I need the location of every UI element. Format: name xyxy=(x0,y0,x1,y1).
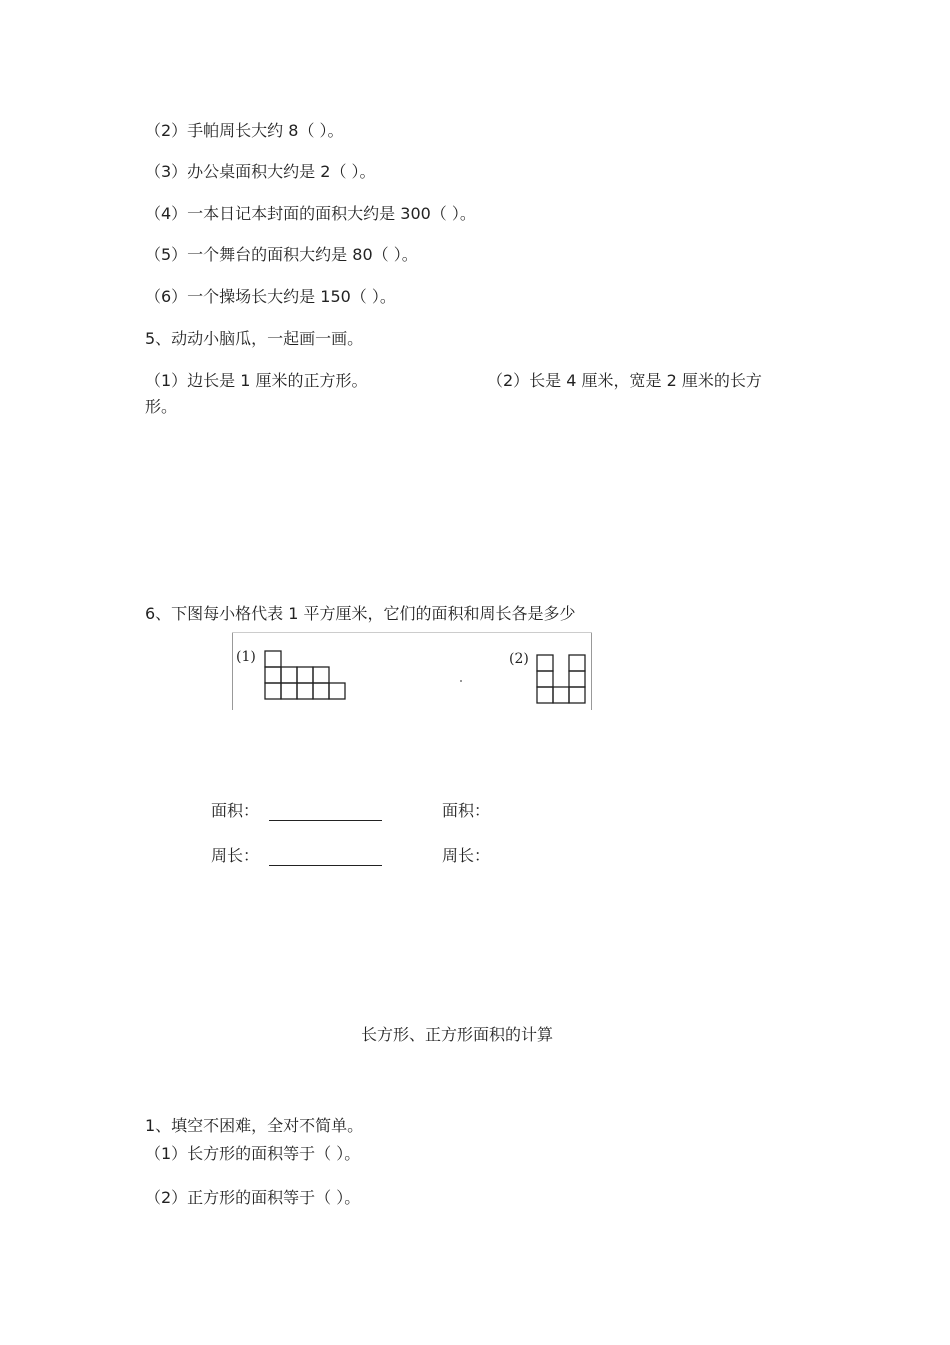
stray-dot xyxy=(460,680,462,682)
figure-border-top xyxy=(232,632,592,633)
draw-item-2-wrap: 形。 xyxy=(145,397,178,416)
perimeter-answer-line-1[interactable] xyxy=(269,865,382,866)
figure-1-label: (1) xyxy=(236,649,256,665)
fill-item-5: （5）一个舞台的面积大约是 80（ ）。 xyxy=(145,245,418,264)
fill-item-3: （3）办公桌面积大约是 2（ ）。 xyxy=(145,162,376,181)
figure-border-left xyxy=(232,632,233,710)
perimeter-label-1: 周长： xyxy=(211,846,260,865)
perimeter-label-2: 周长： xyxy=(442,846,491,865)
figure-border-right xyxy=(591,632,592,710)
fill-item-square-area: （2）正方形的面积等于（ ）。 xyxy=(145,1188,361,1207)
draw-item-1: （1）边长是 1 厘米的正方形。 xyxy=(145,371,368,390)
question-5-title: 5、动动小脑瓜，一起画一画。 xyxy=(145,329,364,348)
area-label-2: 面积： xyxy=(442,801,491,820)
section-title: 长方形、正方形面积的计算 xyxy=(361,1025,554,1044)
figure-2-label: (2) xyxy=(509,651,529,667)
area-label-1: 面积： xyxy=(211,801,260,820)
section-1-title: 1、填空不困难，全对不简单。 xyxy=(145,1116,364,1135)
fill-item-rect-area: （1）长方形的面积等于（ ）。 xyxy=(145,1144,361,1163)
fill-item-4: （4）一本日记本封面的面积大约是 300（ ）。 xyxy=(145,204,476,223)
draw-item-2: （2）长是 4 厘米，宽是 2 厘米的长方 xyxy=(487,371,762,390)
figure-2-grid xyxy=(536,654,586,706)
fill-item-6: （6）一个操场长大约是 150（ ）。 xyxy=(145,287,396,306)
figure-1-grid xyxy=(264,650,346,702)
grid-figures xyxy=(232,632,592,710)
fill-item-2: （2）手帕周长大约 8（ ）。 xyxy=(145,121,344,140)
area-answer-line-1[interactable] xyxy=(269,820,382,821)
question-6-title: 6、下图每小格代表 1 平方厘米，它们的面积和周长各是多少 xyxy=(145,604,576,623)
